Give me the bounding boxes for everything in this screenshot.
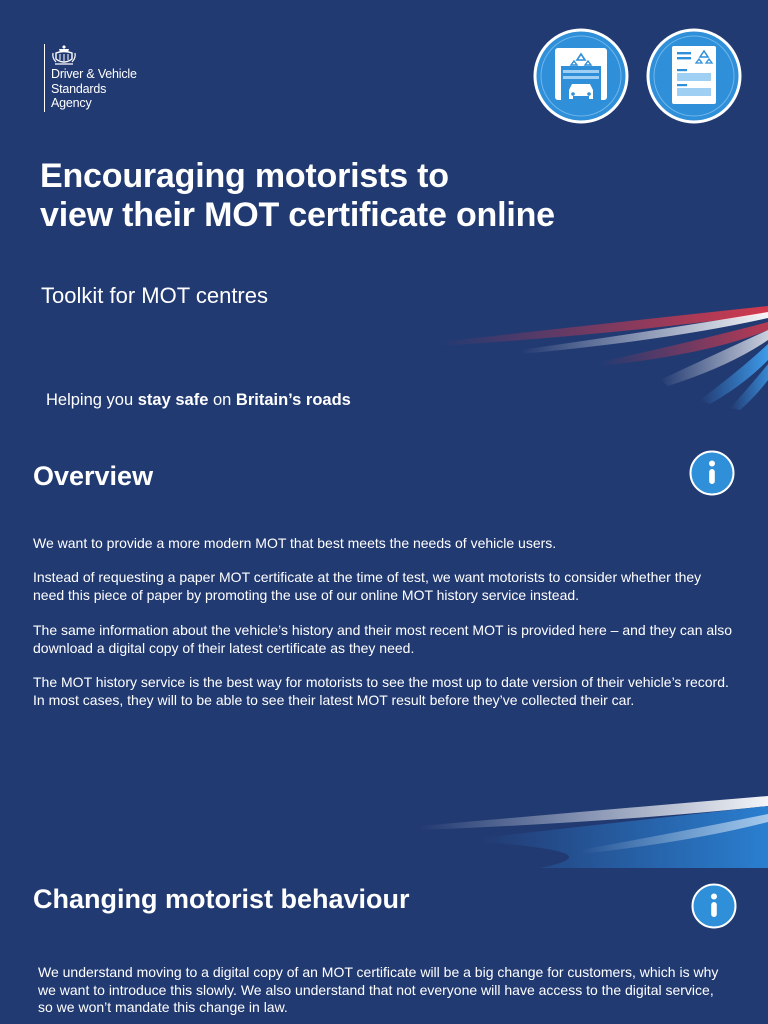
tagline <box>46 390 351 410</box>
agency-name-line: Driver & Vehicle <box>51 67 137 81</box>
changing-behaviour-heading: Changing motorist behaviour <box>33 884 410 914</box>
page-subtitle: Toolkit for MOT centres <box>41 283 268 308</box>
agency-name-line: Standards <box>51 81 107 96</box>
page-title <box>40 157 680 235</box>
agency-name <box>51 67 171 111</box>
mot-certificate-icon <box>646 28 742 124</box>
info-icon <box>689 450 735 496</box>
tagline-text: Helping you <box>46 391 138 409</box>
info-icon <box>691 883 737 929</box>
decorative-swoosh-top <box>400 300 768 410</box>
tagline-emphasis: Britain’s roads <box>235 391 351 409</box>
tagline-text: on <box>208 391 236 409</box>
overview-heading: Overview <box>33 461 154 491</box>
overview-paragraph: The same information about the vehicle’s history and their most recent MOT is provided here – and they can also download a digital copy of their latest certificate as they need. <box>33 622 733 656</box>
overview-paragraph: We want to provide a more modern MOT that best meets the needs of vehicle users. <box>33 535 557 551</box>
agency-name-line: Agency <box>51 96 92 110</box>
changing-behaviour-paragraph: We understand moving to a digital copy of an MOT certificate will be a big change for customers, which is why we want to introduce this slowly. We also understand that not everyone will have access to the digital service, so we won’t mandate this change in law. <box>38 964 719 1015</box>
tagline-emphasis: stay safe <box>137 391 209 409</box>
royal-crest-icon <box>51 44 77 66</box>
overview-paragraph: The MOT history service is the best way for motorists to see the most up to date version of their vehicle’s record. In most cases, they will to be able to see their latest MOT result before they’ve collected their car. <box>33 674 729 708</box>
mot-garage-icon <box>533 28 629 124</box>
dvsa-logo <box>44 44 137 112</box>
decorative-swoosh-bottom <box>420 792 768 868</box>
page-title-line: Encouraging motorists to <box>40 157 449 195</box>
overview-paragraph: Instead of requesting a paper MOT certificate at the time of test, we want motorists to consider whether they need this piece of paper by promoting the use of our online MOT history service instead. <box>33 569 702 603</box>
page-title-line: view their MOT certificate online <box>40 196 555 234</box>
